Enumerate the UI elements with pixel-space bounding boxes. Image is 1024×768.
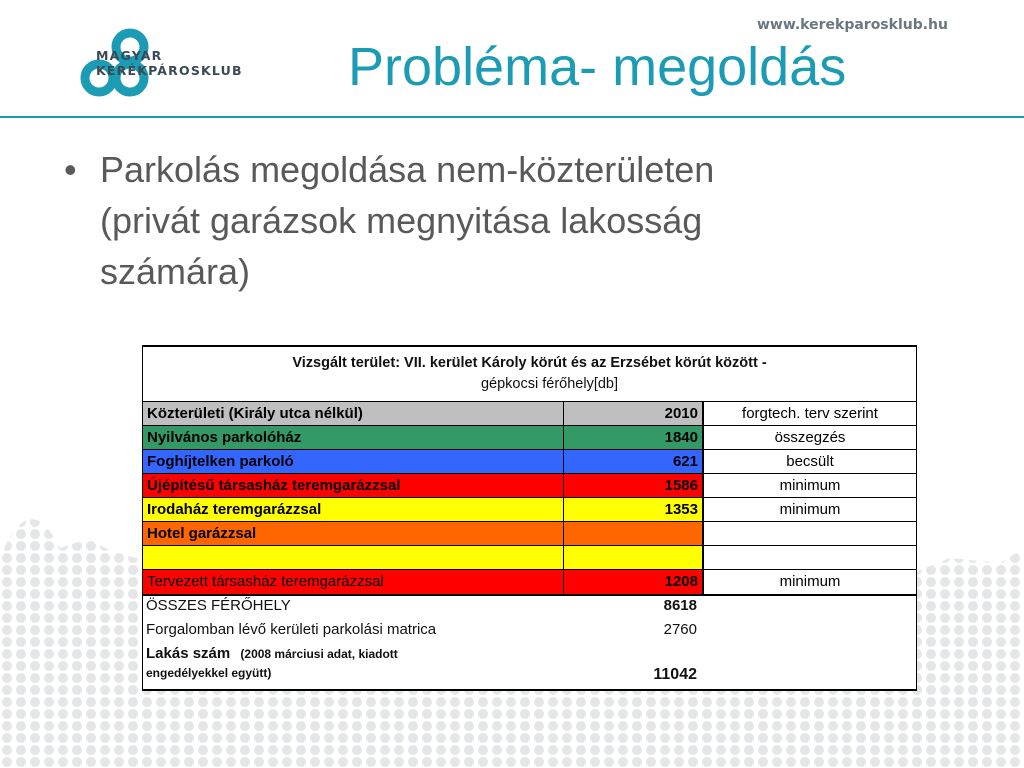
row-note: forgtech. terv szerint: [703, 402, 916, 426]
lakas-label-line: [146, 645, 398, 662]
table-row: [143, 570, 916, 594]
row-note: minimum: [703, 498, 916, 522]
table-row: [143, 546, 916, 570]
parking-table: [142, 345, 917, 691]
lakas-note-1: (2008 márciusi adat, kiadott: [240, 646, 398, 661]
row-note: becsült: [703, 450, 916, 474]
parking-data-table: [143, 401, 916, 594]
table-title-line-1: Vizsgált terület: VII. kerület Károly körút és az Erzsébet körút között -: [292, 355, 767, 371]
row-value: 1208: [563, 570, 703, 594]
logo-line-2: KERÉKPÁROSKLUB: [96, 63, 243, 78]
total-label: ÖSSZES FÉRŐHELY: [146, 596, 291, 614]
row-label: Irodaház teremgarázzsal: [143, 498, 563, 522]
row-note: minimum: [703, 474, 916, 498]
bullet-line-2: (privát garázsok megnyitása lakosság: [100, 200, 703, 241]
logo-wordmark: [96, 48, 243, 78]
slide-header: [0, 0, 1024, 118]
total-value: 8618: [663, 596, 697, 614]
row-value: [563, 522, 703, 546]
matrica-value: 2760: [663, 620, 697, 638]
slide-title: Probléma- megoldás: [348, 37, 847, 97]
row-value: [563, 546, 703, 570]
table-title: [143, 347, 916, 401]
row-label: [143, 546, 563, 570]
row-label: Újépítésű társasház teremgarázzsal: [143, 474, 563, 498]
row-note: összegzés: [703, 426, 916, 450]
row-value: 1586: [563, 474, 703, 498]
header-divider: [0, 116, 1024, 118]
matrica-label: Forgalomban lévő kerületi parkolási matrica: [146, 620, 437, 638]
row-note: minimum: [703, 570, 916, 594]
table-row: [143, 498, 916, 522]
row-value: 2010: [563, 402, 703, 426]
table-row: [143, 522, 916, 546]
row-note: [703, 522, 916, 546]
row-label: Közterületi (Király utca nélkül): [143, 402, 563, 426]
table-summary: [143, 594, 916, 690]
bullet-line-1: Parkolás megoldása nem-közterületen: [100, 149, 715, 190]
row-label: Tervezett társasház teremgarázzsal: [143, 570, 563, 594]
row-value: 1353: [563, 498, 703, 522]
site-url[interactable]: www.kerekparosklub.hu: [756, 17, 948, 33]
row-note: [703, 546, 916, 570]
table-title-line-2: gépkocsi férőhely[db]: [480, 376, 619, 392]
lakas-note-2: engedélyekkel együtt): [146, 665, 272, 680]
table-row: [143, 474, 916, 498]
table-row: [143, 450, 916, 474]
bullet-list: [60, 144, 940, 297]
lakas-value: 11042: [653, 665, 697, 683]
row-value: 621: [563, 450, 703, 474]
row-label: Hotel garázzsal: [143, 522, 563, 546]
row-label: Foghíjtelken parkoló: [143, 450, 563, 474]
bullet-marker: •: [64, 149, 77, 190]
lakas-label: Lakás szám: [146, 644, 231, 662]
row-label: Nyilvános parkolóház: [143, 426, 563, 450]
table-row: [143, 402, 916, 426]
bullet-line-3: számára): [100, 251, 251, 292]
row-value: 1840: [563, 426, 703, 450]
table-row: [143, 426, 916, 450]
logo-line-1: MAGYAR: [96, 48, 163, 63]
bullet-item: [60, 144, 940, 297]
